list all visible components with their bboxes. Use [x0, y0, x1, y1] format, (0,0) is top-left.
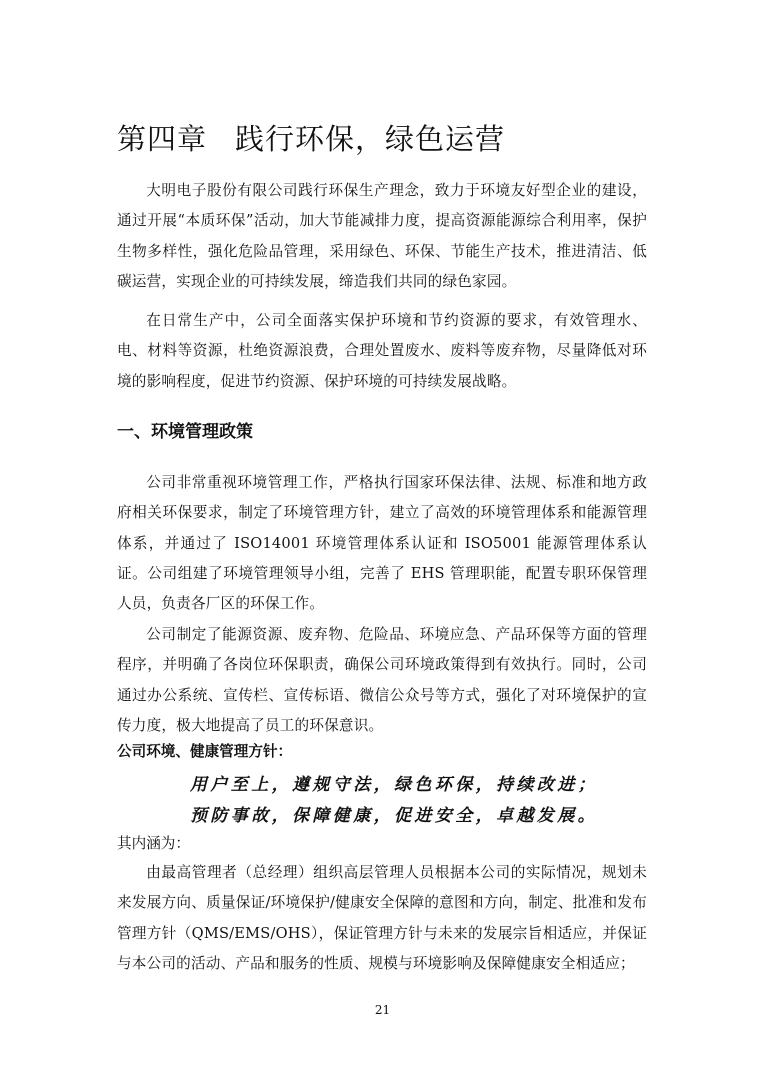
chapter-name: 践行环保，绿色运营 — [235, 122, 506, 156]
policy-paragraph-2: 公司制定了能源资源、废弃物、危险品、环境应急、产品环保等方面的管理程序，并明确了各岗位环保职责，确保公司环境政策得到有效执行。同时，公司通过办公系统、宣传栏、宣传标语、微信公众号等方式，强化了对环境保护的宣传力度，极大地提高了员工的环保意识。 — [117, 626, 647, 734]
policy-label: 公司环境、健康管理方针： — [117, 743, 293, 760]
intro-paragraph-1: 大明电子股份有限公司践行环保生产理念，致力于环境友好型企业的建设，通过开展“本质环保”活动，加大节能减排力度，提高资源能源综合利用率，保护生物多样性，强化危险品管理，采用绿色、环保、节能生产技术，推进清洁、低碳运营，实现企业的可持续发展，缔造我们共同的绿色家园。 — [117, 182, 647, 290]
meaning-label: 其内涵为： — [117, 835, 190, 852]
page-number: 21 — [374, 1003, 391, 1017]
policy-motto-line-2: 预防事故，保障健康，促进安全，卓越发展。 — [190, 806, 598, 826]
policy-paragraph-1: 公司非常重视环境管理工作，严格执行国家环保法律、法规、标准和地方政府相关环保要求，制定了环境管理方针，建立了高效的环境管理体系和能源管理体系，并通过了 ISO14001 环境管理体系认证和 ISO5001 能源管理体系认证。公司组建了环境管理领导小组，完善了 EHS 管理职能，配置专职环保管理人员，负责各厂区的环保工作。 — [117, 474, 647, 613]
policy-motto-line-1: 用户至上，遵规守法，绿色环保，持续改进； — [190, 775, 598, 795]
intro-paragraph-2: 在日常生产中，公司全面落实保护环境和节约资源的要求，有效管理水、电、材料等资源，杜绝资源浪费，合理处置废水、废料等废弃物，尽量降低对环境的影响程度，促进节约资源、保护环境的可持续发展战略。 — [117, 312, 647, 390]
meaning-paragraph: 由最高管理者（总经理）组织高层管理人员根据本公司的实际情况，规划未来发展方向、质量保证/环境保护/健康安全保障的意图和方向，制定、批准和发布管理方针（QMS/EMS/OHS），保证管理方针与未来的发展宗旨相适应，并保证与本公司的活动、产品和服务的性质、规模与环境影响及保障健康安全相适应； — [117, 864, 647, 972]
chapter-number: 第四章 — [117, 122, 208, 156]
chapter-title — [117, 119, 505, 159]
section-heading: 一、环境管理政策 — [117, 422, 253, 442]
